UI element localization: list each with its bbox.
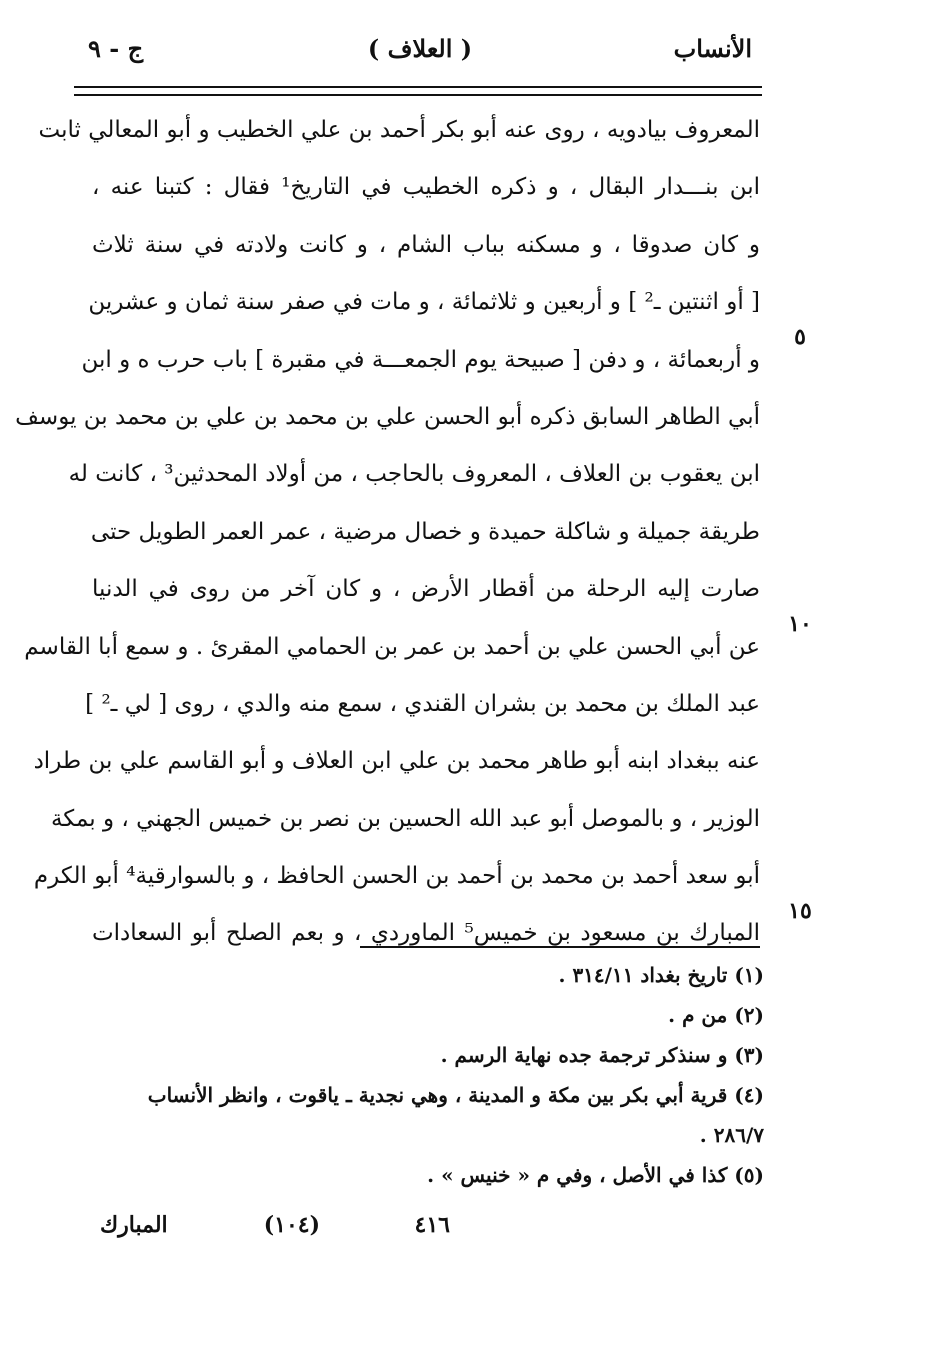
- header-double-rule: [74, 86, 762, 96]
- entry-number: (١٠٤): [263, 1212, 320, 1238]
- page-footer: [100, 1212, 580, 1252]
- text-line-6: أبي الطاهر السابق ذكره أبو الحسن علي بن محمد بن علي بن محمد بن يوسف: [15, 403, 760, 430]
- line-number-15: ١٥: [788, 898, 812, 924]
- header-volume: ج - ٩: [88, 34, 144, 63]
- text-line-14: أبو سعد أحمد بن محمد بن أحمد بن الحسن الحافظ ، و بالسوارقية⁴ أبو الكرم: [33, 863, 760, 890]
- text-line-13: الوزير ، و بالموصل أبو عبد الله الحسين بن نصر بن خميس الجهني ، و بمكة: [50, 805, 760, 832]
- footnote-3: (٣) و سنذكر ترجمة جده نهاية الرسم .: [440, 1043, 764, 1067]
- main-text: [15, 102, 760, 963]
- text-line-5: و أربعمائة ، و دفن [ صبيحة يوم الجمعـــة في مقبرة ] باب حرب ه و ابن: [81, 346, 760, 373]
- footnote-5: (٥) كذا في الأصل ، وفي م « خنيس » .: [427, 1163, 764, 1187]
- text-line-7: ابن يعقوب بن العلاف ، المعروف بالحاجب ، من أولاد المحدثين³ ، كانت له: [68, 461, 760, 488]
- text-line-8: طريقة جميلة و شاكلة حميدة و خصال مرضية ، عمر العمر الطويل حتى: [90, 518, 760, 545]
- header-entry-title: ( العلاف ): [367, 34, 473, 63]
- footnote-rule: [360, 946, 760, 948]
- line-number-5: ٥: [794, 324, 806, 350]
- footnote-4: (٤) قرية أبي بكر بين مكة و المدينة ، وهي نجدية ـ ياقوت ، وانظر الأنساب: [147, 1083, 764, 1107]
- text-line-2: ابن بنـــدار البقال ، و ذكره الخطيب في التاريخ¹ فقال : كتبنا عنه ،: [92, 174, 760, 201]
- header-book-title: الأنساب: [673, 34, 752, 63]
- text-line-12: عنه ببغداد ابنه أبو طاهر محمد بن علي ابن العلاف و أبو القاسم علي بن طراد: [33, 748, 760, 775]
- text-line-11: عبد الملك بن محمد بن بشران القندي ، سمع منه والدي ، روى [ لي ـ² ]: [85, 690, 760, 717]
- running-header: [80, 34, 760, 78]
- footnote-2: (٢) من م .: [668, 1003, 764, 1027]
- text-line-10: عن أبي الحسن علي بن أحمد بن عمر بن الحمامي المقرئ . و سمع أبا القاسم: [24, 633, 760, 660]
- footnotes: [104, 955, 764, 1195]
- text-line-9: صارت إليه الرحلة من أقطار الأرض ، و كان آخر من روى في الدنيا: [92, 576, 760, 603]
- page-number: ٤١٦: [414, 1212, 450, 1238]
- catchword: المبارك: [100, 1212, 168, 1238]
- text-line-4: [ أو اثنتين ـ² ] و أربعين و ثلاثمائة ، و مات في صفر سنة ثمان و عشرين: [88, 289, 760, 316]
- text-line-3: و كان صدوقا ، و مسكنه بباب الشام ، و كانت ولادته في سنة ثلاث: [92, 231, 760, 258]
- footnote-4-continued: ٢٨٦/٧ .: [699, 1123, 764, 1147]
- text-line-1: المعروف بيادويه ، روى عنه أبو بكر أحمد بن علي الخطيب و أبو المعالي ثابت: [38, 117, 760, 143]
- footnote-1: (١) تاريخ بغداد ٣١٤/١١ .: [558, 963, 764, 987]
- text-line-15: المبارك بن مسعود بن خميس⁵ الماوردي ، و بعم الصلح أبو السعادات: [92, 920, 760, 947]
- line-number-10: ١٠: [788, 611, 812, 637]
